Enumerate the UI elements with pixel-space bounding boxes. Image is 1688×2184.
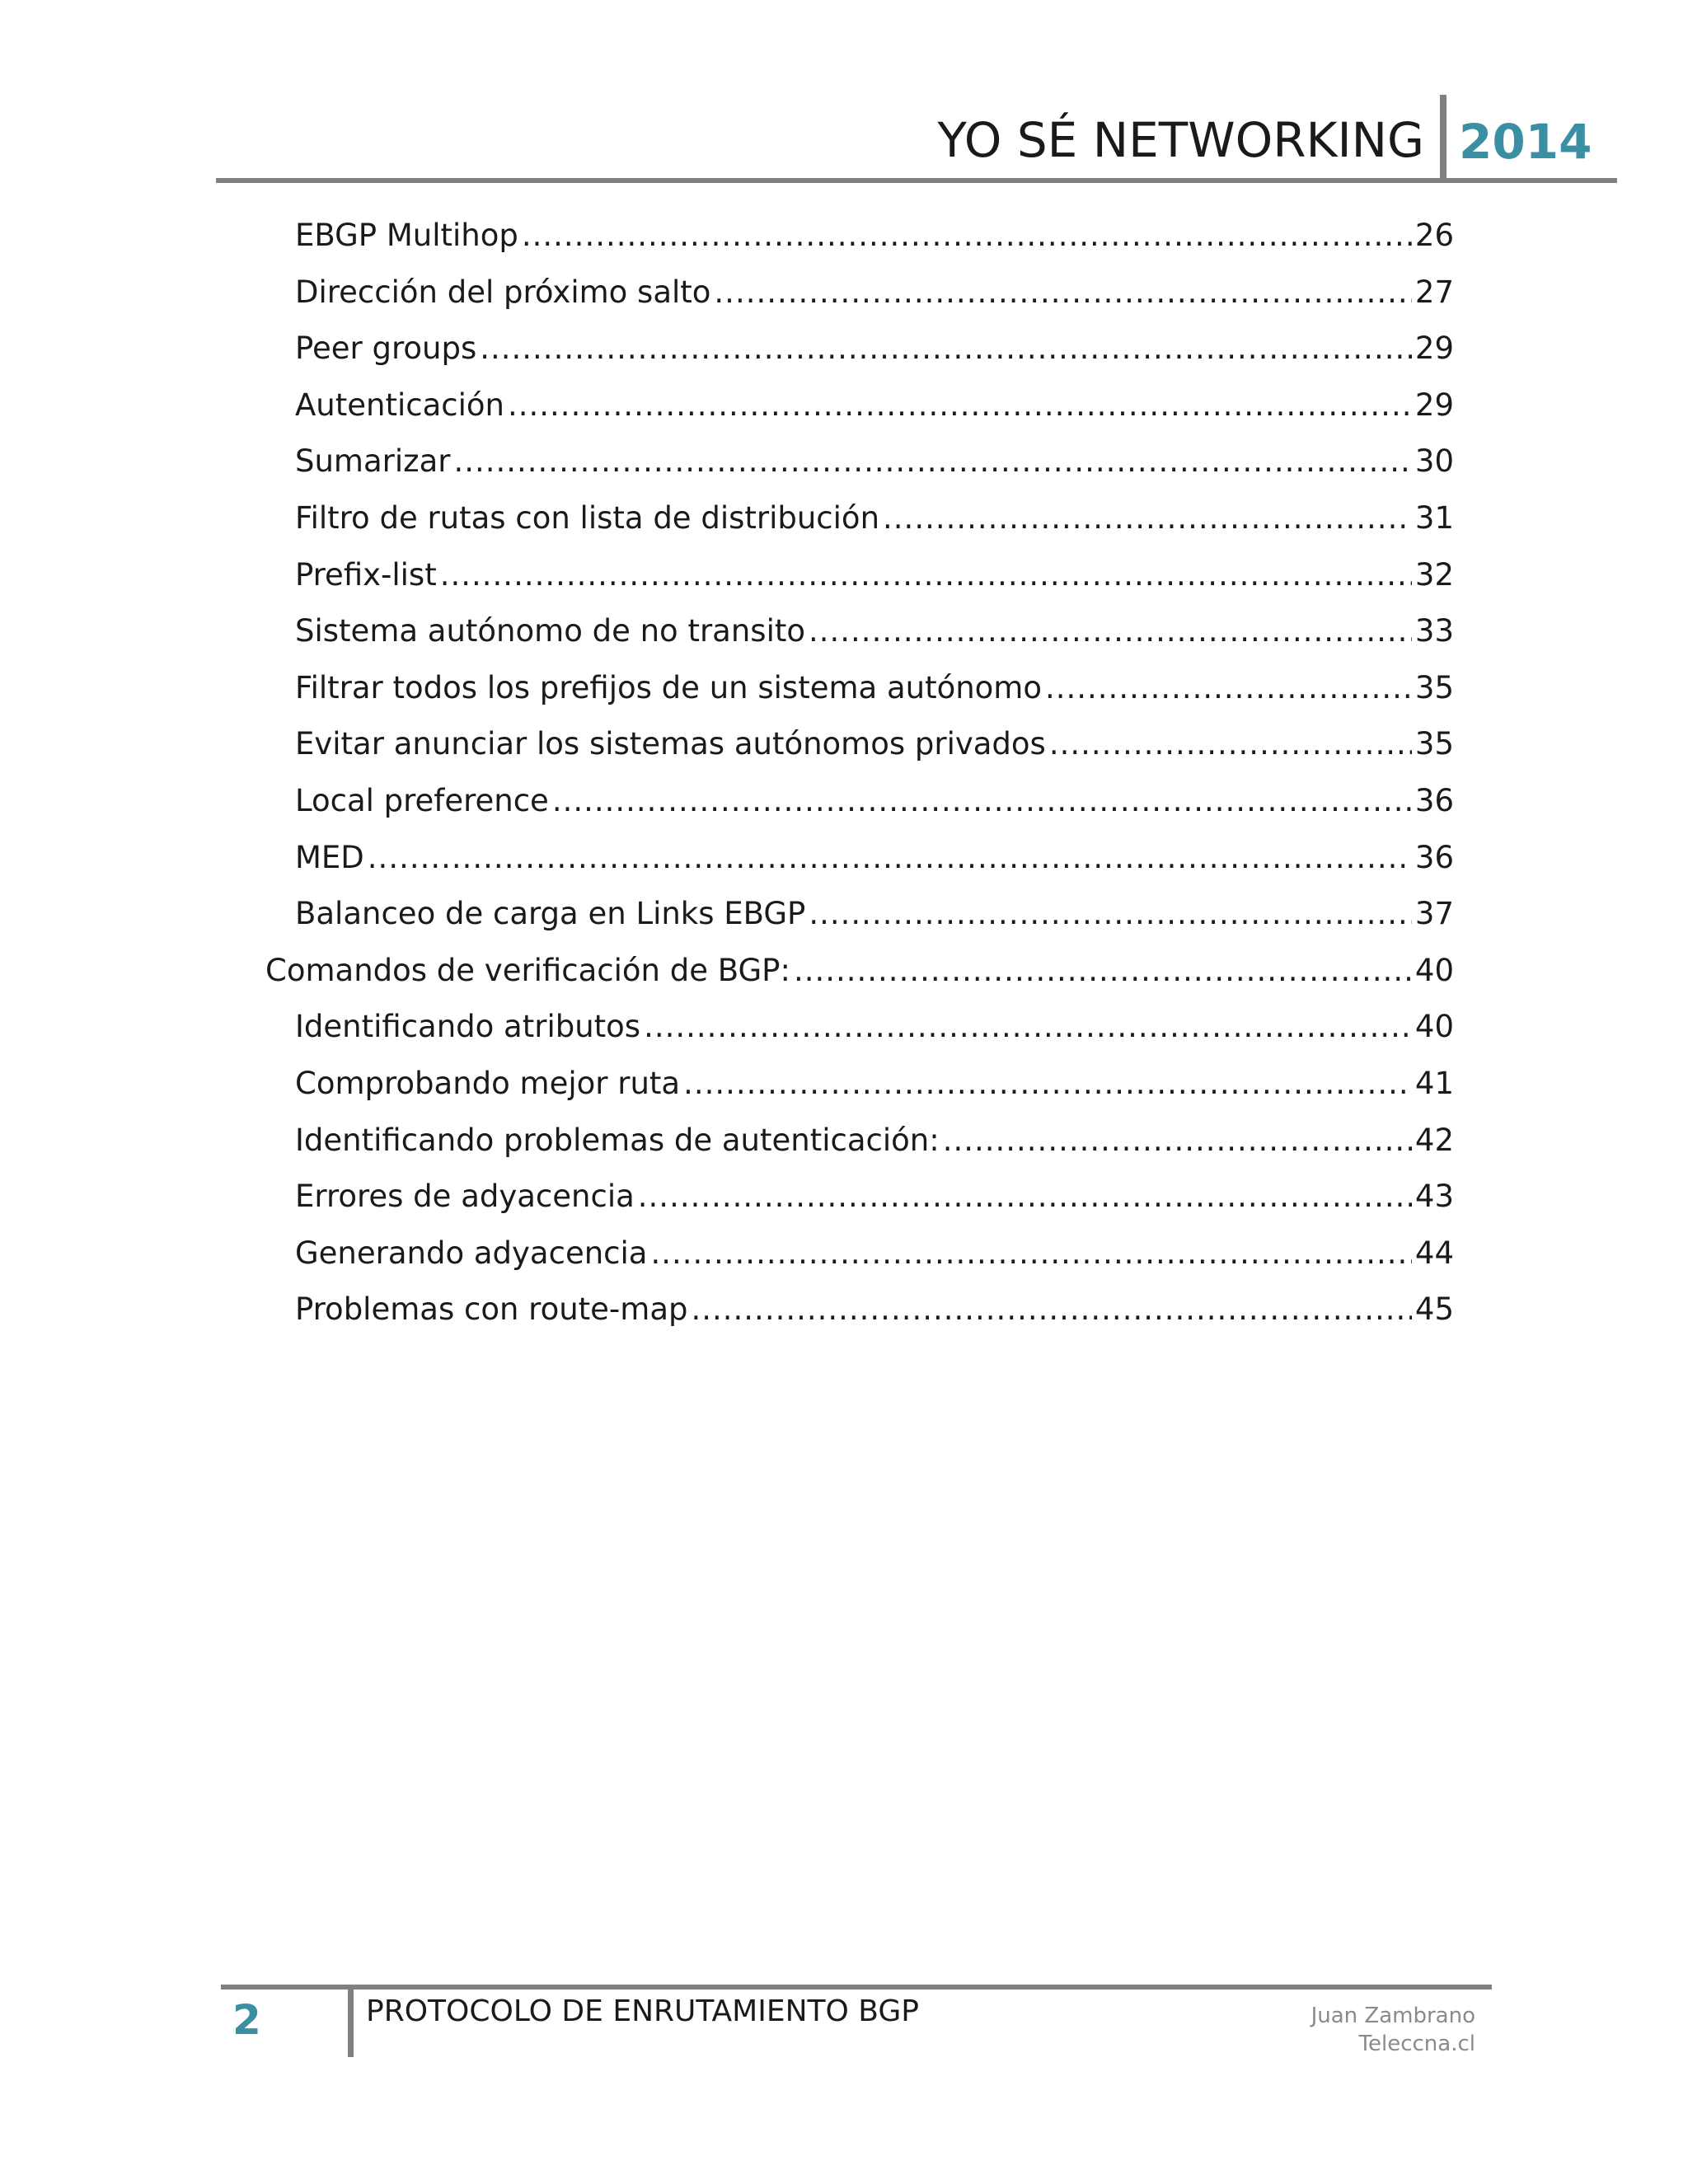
toc-entry-title: Dirección del próximo salto <box>295 274 711 310</box>
toc-entry[interactable] <box>265 948 1454 994</box>
toc-entry-title: Peer groups <box>295 330 477 367</box>
toc-entry-page: 40 <box>1414 952 1454 988</box>
toc-entry-title: Autenticación <box>295 387 504 423</box>
toc-entry-page: 44 <box>1414 1235 1454 1271</box>
toc-entry[interactable] <box>295 269 1454 316</box>
toc-entry[interactable] <box>295 835 1454 881</box>
toc-dot-leader <box>883 495 1412 541</box>
toc-entry[interactable] <box>295 495 1454 541</box>
toc-dot-leader <box>714 269 1411 316</box>
toc-entry-title: Prefix-list <box>295 556 437 593</box>
toc-entry[interactable] <box>295 382 1454 429</box>
toc-dot-leader <box>453 438 1411 485</box>
toc-dot-leader <box>1049 721 1412 767</box>
toc-dot-leader <box>794 948 1412 994</box>
toc-entry[interactable] <box>295 326 1454 372</box>
toc-entry[interactable] <box>295 552 1454 598</box>
toc-entry-page: 31 <box>1414 500 1454 536</box>
footer-site: Teleccna.cl <box>1358 2032 1475 2056</box>
toc-dot-leader <box>508 382 1412 429</box>
toc-entry-page: 29 <box>1414 330 1454 367</box>
toc-entry-title: Generando adyacencia <box>295 1235 648 1271</box>
toc-entry[interactable] <box>295 1004 1454 1050</box>
toc-dot-leader <box>943 1118 1412 1164</box>
toc-entry-title: MED <box>295 839 364 875</box>
toc-entry-page: 35 <box>1414 669 1454 705</box>
footer-document-title: PROTOCOLO DE ENRUTAMIENTO BGP <box>366 1994 919 2028</box>
toc-entry-title: Identificando atributos <box>295 1009 641 1045</box>
header-year: 2014 <box>1459 114 1592 170</box>
toc-entry[interactable] <box>295 778 1454 824</box>
toc-entry-page: 29 <box>1414 387 1454 423</box>
toc-dot-leader <box>440 552 1412 598</box>
footer-page-number: 2 <box>232 1996 261 2044</box>
toc-entry[interactable] <box>295 438 1454 485</box>
toc-entry[interactable] <box>295 891 1454 937</box>
footer-divider <box>348 1988 354 2057</box>
toc-entry-title: Balanceo de carga en Links EBGP <box>295 896 806 932</box>
toc-entry-title: Comprobando mejor ruta <box>295 1066 681 1101</box>
toc-entry[interactable] <box>295 1061 1454 1107</box>
toc-entry[interactable] <box>295 1118 1454 1164</box>
toc-entry-page: 33 <box>1414 613 1454 649</box>
header-rule <box>216 178 1617 183</box>
toc-entry[interactable] <box>295 721 1454 767</box>
toc-entry-page: 40 <box>1414 1009 1454 1045</box>
toc-entry-page: 35 <box>1414 726 1454 762</box>
toc-entry[interactable] <box>295 665 1454 711</box>
toc-entry-page: 30 <box>1414 443 1454 480</box>
toc-entry-page: 32 <box>1414 556 1454 593</box>
toc-dot-leader <box>644 1004 1412 1050</box>
toc-entry-page: 27 <box>1414 274 1454 310</box>
toc-entry-page: 37 <box>1414 896 1454 932</box>
toc-entry-page: 45 <box>1414 1291 1454 1328</box>
toc-entry[interactable] <box>295 1230 1454 1277</box>
toc-dot-leader <box>638 1174 1412 1220</box>
toc-entry-page: 36 <box>1414 839 1454 875</box>
toc-entry-title: Comandos de verificación de BGP: <box>265 952 790 988</box>
toc-entry-page: 41 <box>1414 1066 1454 1101</box>
footer-rule <box>221 1985 1492 1990</box>
footer-author: Juan Zambrano <box>1311 2004 1475 2028</box>
toc-entry-title: Sumarizar <box>295 443 451 480</box>
toc-entry-title: Local preference <box>295 783 549 818</box>
page-header <box>216 95 1617 185</box>
toc-entry-page: 26 <box>1414 218 1454 253</box>
toc-dot-leader <box>552 778 1412 824</box>
toc-entry-title: Evitar anunciar los sistemas autónomos privados <box>295 726 1046 762</box>
toc-entry-page: 36 <box>1414 783 1454 818</box>
toc-entry-title: Filtrar todos los prefijos de un sistema autónomo <box>295 669 1042 705</box>
toc-dot-leader <box>691 1286 1411 1333</box>
toc-dot-leader <box>480 326 1412 372</box>
toc-entry[interactable] <box>295 213 1454 259</box>
toc-dot-leader <box>368 835 1412 881</box>
toc-entry-title: Filtro de rutas con lista de distribución <box>295 500 880 536</box>
toc-dot-leader <box>809 608 1412 654</box>
header-title: YO SÉ NETWORKING <box>937 112 1424 168</box>
toc-entry[interactable] <box>295 608 1454 654</box>
toc-dot-leader <box>809 891 1412 937</box>
toc-entry-page: 43 <box>1414 1179 1454 1215</box>
toc-dot-leader <box>522 213 1412 259</box>
toc-entry-title: Sistema autónomo de no transito <box>295 613 805 649</box>
toc-dot-leader <box>1045 665 1412 711</box>
toc-entry[interactable] <box>295 1174 1454 1220</box>
header-divider <box>1440 95 1447 181</box>
toc-dot-leader <box>683 1061 1412 1107</box>
toc-entry-title: EBGP Multihop <box>295 218 518 253</box>
toc-entry-title: Errores de adyacencia <box>295 1179 635 1215</box>
toc-entry-page: 42 <box>1414 1122 1454 1158</box>
toc-entry-title: Identificando problemas de autenticación: <box>295 1122 940 1158</box>
toc-dot-leader <box>650 1230 1411 1277</box>
toc-entry-title: Problemas con route-map <box>295 1291 688 1328</box>
toc-entry[interactable] <box>295 1286 1454 1333</box>
